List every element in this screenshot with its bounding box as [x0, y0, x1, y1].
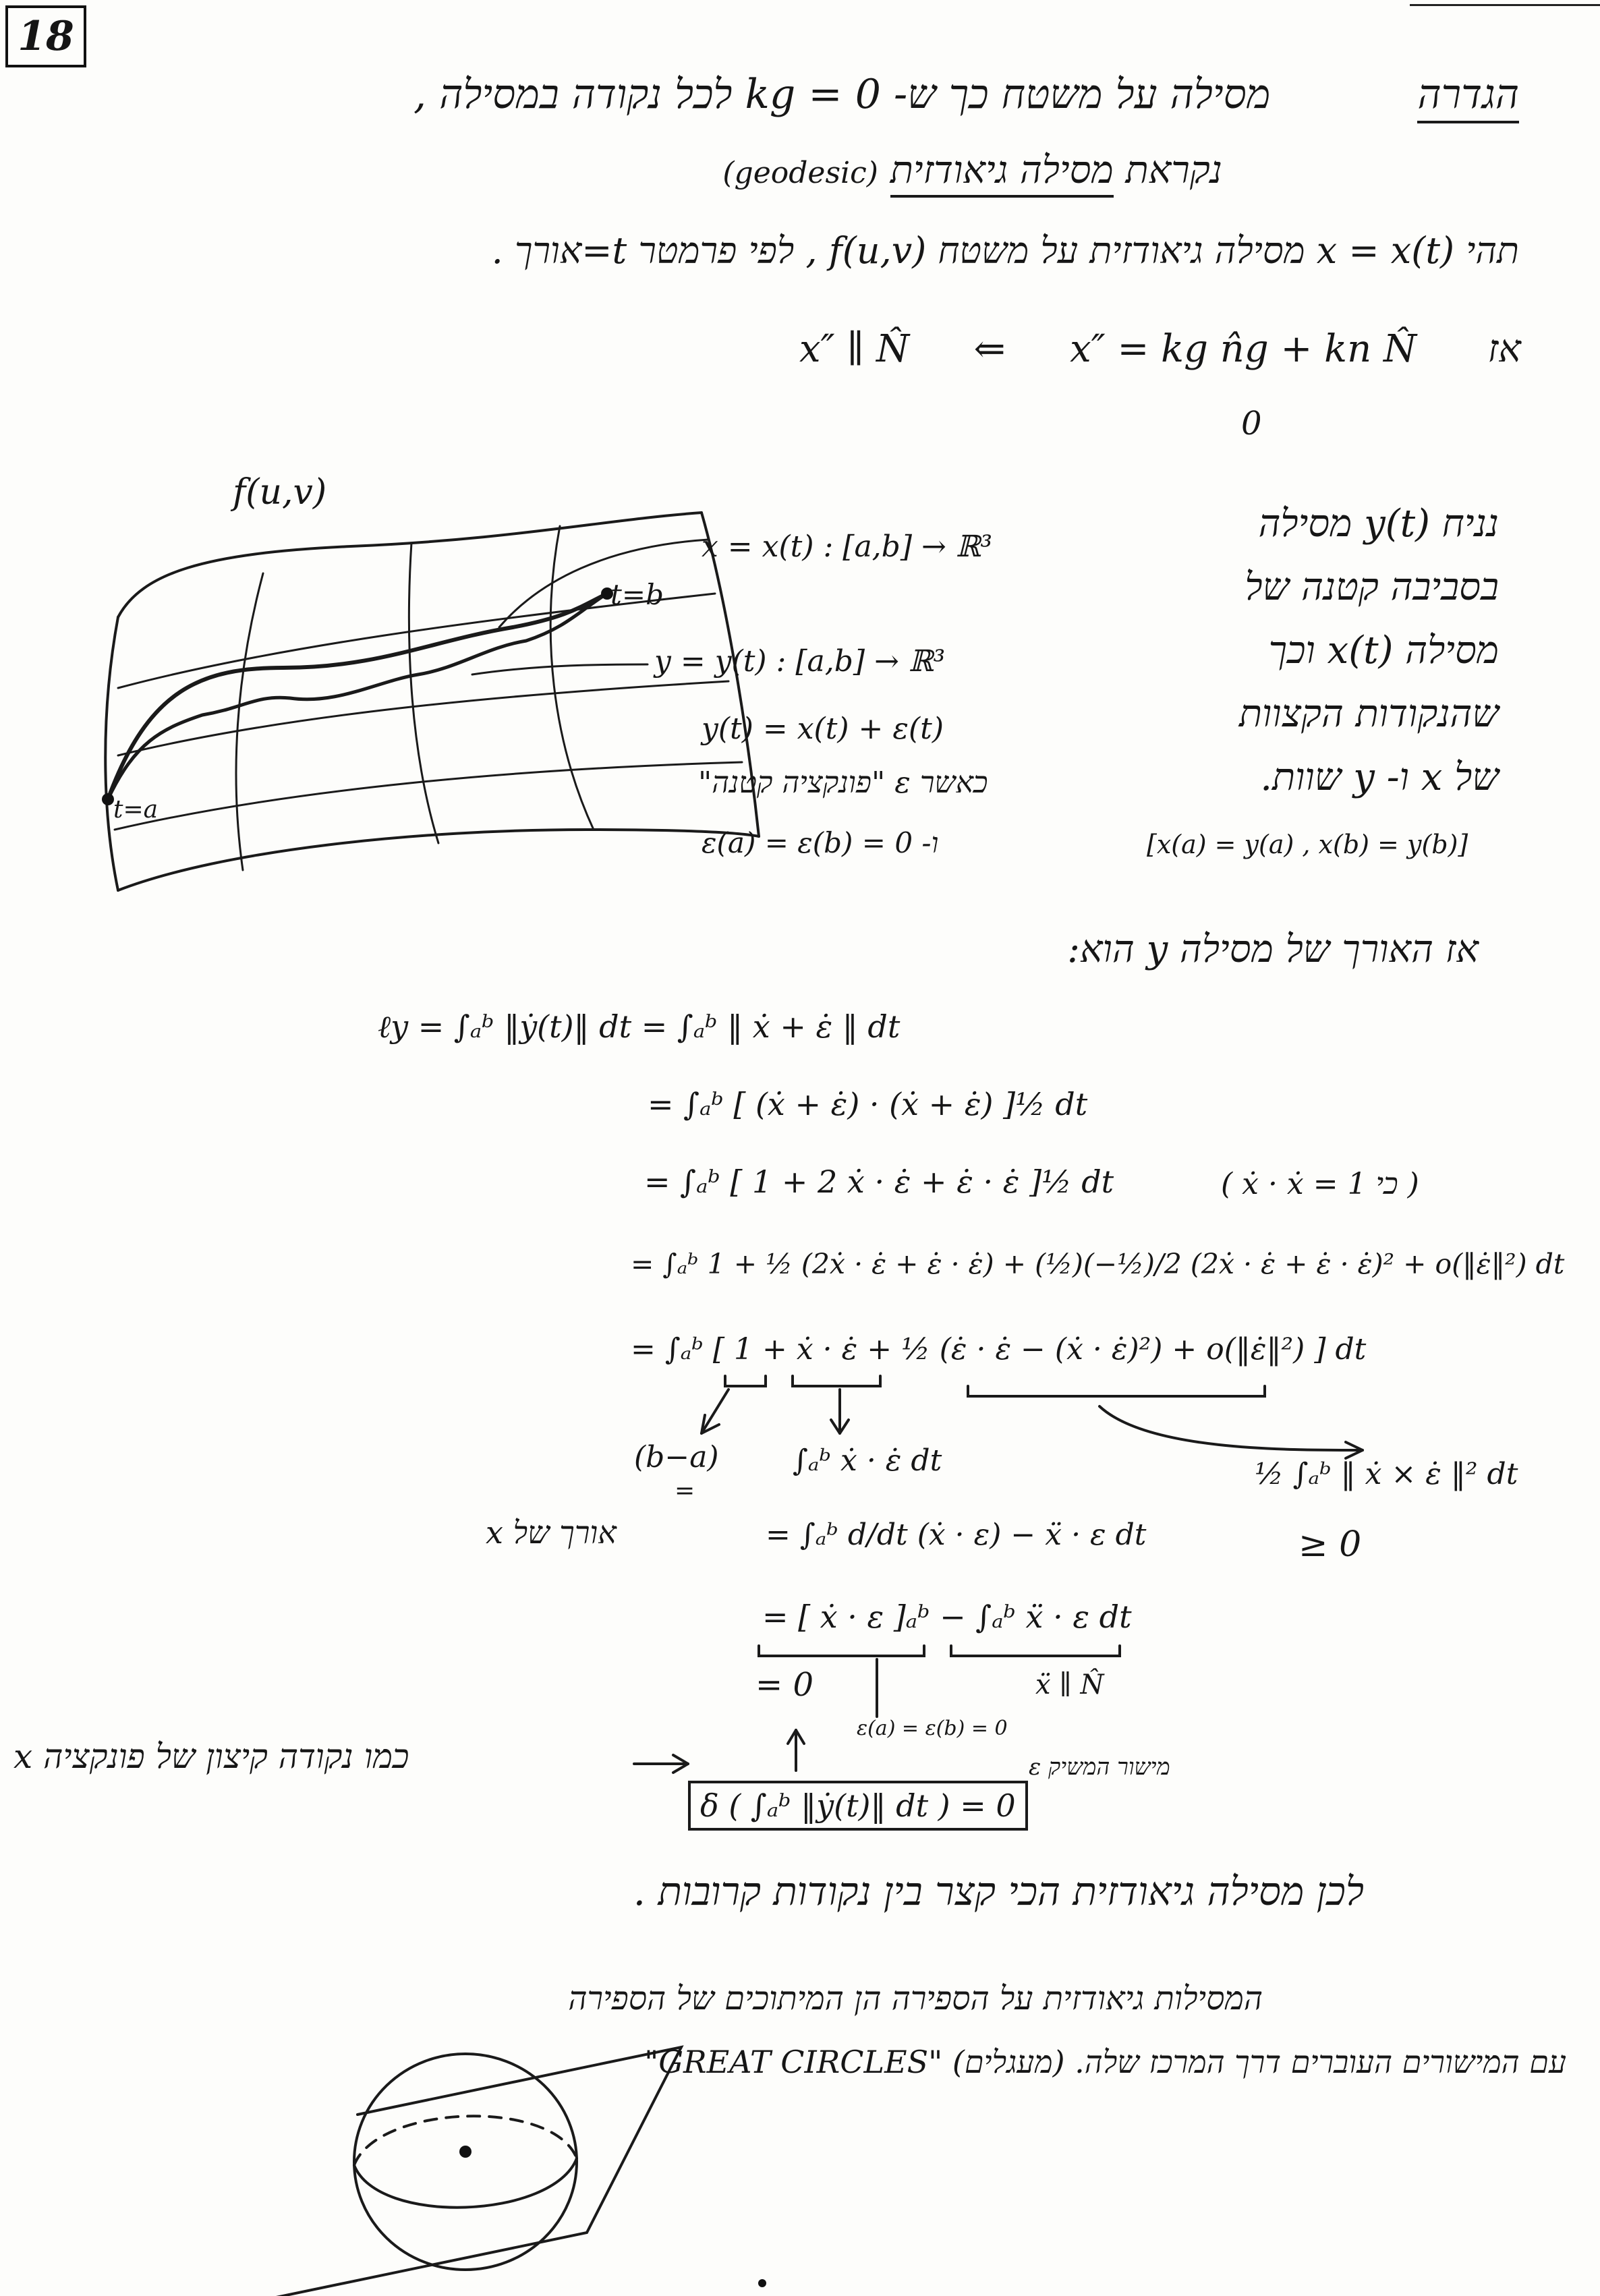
- sphere-text-1: המסילות גיאודזית על הספירה הן המיתוכים של הספירה: [568, 1980, 1263, 2017]
- bracket-half: [968, 1386, 1265, 1396]
- length-intro: אז האורך של מסילה y הוא:: [1067, 927, 1479, 971]
- side-note-line: של x ו- y שוות.: [1260, 755, 1499, 799]
- curve-x: [108, 594, 607, 799]
- definition-text: מסילה על משטח כך ש- kg = 0 לכל נקודה במסילה ,: [413, 71, 1271, 118]
- middle-step-3: = 0: [755, 1666, 814, 1704]
- label-perturb: y(t) = x(t) + ε(t): [702, 712, 944, 746]
- side-note-line: בסביבה קטנה של: [1245, 565, 1499, 609]
- grid-line: [118, 681, 728, 755]
- page-number: 18: [5, 5, 86, 67]
- point-t-a: [102, 793, 114, 805]
- side-note: [1239, 492, 1499, 809]
- surface-left-edge: [105, 617, 118, 890]
- note-eps-zero: ε(a) = ε(b) = 0: [857, 1717, 1008, 1740]
- side-note-line: שהנקודות הקצוות: [1238, 692, 1499, 736]
- brace-bracket-term: [759, 1646, 924, 1656]
- great-circle-front: [354, 2158, 577, 2208]
- then-result: x″ ∥ N̂: [799, 327, 909, 371]
- surface-outline-bottom: [118, 830, 759, 890]
- derivation-line-3: = ∫ₐᵇ [ 1 + 2 ẋ · ε̇ + ε̇ · ε̇ ]½ dt: [644, 1164, 1114, 1200]
- derivation-line-2: = ∫ₐᵇ [ (ẋ + ε̇) · (ẋ + ε̇) ]½ dt: [648, 1086, 1088, 1122]
- conclusion: לכן מסילה גיאודזית הכי קצר בין נקודות קרובות .: [633, 1868, 1364, 1914]
- arrow-to-right: [1099, 1406, 1363, 1450]
- label-small-func: כאשר ε "פונקציה קטנה": [698, 766, 988, 800]
- grid-line: [409, 543, 438, 843]
- branch-left-eq: =: [675, 1477, 695, 1505]
- leader-y: [472, 664, 648, 675]
- label-surface: f(u,v): [233, 472, 327, 513]
- definition-label: הגדרה: [1417, 71, 1519, 123]
- definition-term: מסילה גיאודזית: [890, 148, 1114, 198]
- side-note-line: מסילה x(t) וכך: [1268, 629, 1499, 672]
- note-xdd-parallel: ẍ ∥ N̂: [1035, 1669, 1104, 1700]
- definition-english: (geodesic): [722, 156, 878, 190]
- grid-line: [115, 762, 742, 830]
- sphere: [354, 2054, 577, 2270]
- derivation-line-5: = ∫ₐᵇ [ 1 + ẋ · ε̇ + ½ (ε̇ · ε̇ − (ẋ · ε̇)²) + o(‖ε̇‖²) ] dt: [631, 1332, 1367, 1367]
- then-eq: x″ = kg n̂g + kn N̂: [1070, 327, 1417, 371]
- bracket-xe: [793, 1376, 880, 1386]
- derivation-line-1: ℓy = ∫ₐᵇ ‖ẏ(t)‖ dt = ∫ₐᵇ ‖ ẋ + ε̇ ‖ dt: [378, 1008, 901, 1045]
- let-line: תהי x = x(t) מסילה גיאודזית על משטח f(u,v) , לפי פרמטר t=אורך .: [491, 229, 1519, 272]
- grid-line: [236, 573, 263, 870]
- leader-x: [499, 540, 708, 627]
- sphere-text-2: עם המישורים העוברים דרך המרכז שלה. (מעגלים) "GREAT CIRCLES": [644, 2044, 1566, 2080]
- because-note: ( ẋ · ẋ = 1 כי ): [1221, 1167, 1419, 1201]
- boxed-variation: δ ( ∫ₐᵇ ‖ẏ(t)‖ dt ) = 0: [688, 1781, 1028, 1831]
- sphere-center: [459, 2146, 472, 2158]
- note-tangent-plane: מישור המשיק ε: [1029, 1754, 1170, 1781]
- label-curve-y: y = y(t) : [a,b] → ℝ³: [654, 644, 946, 679]
- then-prefix: אז: [1487, 327, 1521, 371]
- branch-right-ineq: ≥ 0: [1298, 1524, 1362, 1565]
- branch-middle: ∫ₐᵇ ẋ · ε̇ dt: [793, 1443, 942, 1478]
- label-t-b: t=b: [610, 578, 664, 611]
- branch-left: (b−a): [634, 1440, 719, 1474]
- derivation-line-4: = ∫ₐᵇ 1 + ½ (2ẋ · ε̇ + ε̇ · ε̇) + (½)(−½)/2 (2ẋ · ε̇ + ε̇ · ε̇)² + o(‖ε̇‖²) dt: [631, 1248, 1565, 1280]
- side-note-bracket: [x(a) = y(a) , x(b) = y(b)]: [1147, 830, 1468, 859]
- great-circle-back: [354, 2116, 577, 2165]
- branch-right: ½ ∫ₐᵇ ‖ ẋ × ε̇ ‖² dt: [1255, 1457, 1518, 1491]
- label-curve-x: x = x(t) : [a,b] → ℝ³: [702, 529, 993, 564]
- definition-prefix: נקראת: [1125, 148, 1222, 192]
- brace-integral-term: [951, 1646, 1120, 1656]
- plane: [263, 2047, 681, 2296]
- middle-step-1: = ∫ₐᵇ d/dt (ẋ · ε) − ẍ · ε dt: [766, 1518, 1147, 1552]
- branch-left-label: אורך של x: [486, 1514, 617, 1551]
- label-endpoints: ו- ε(a) = ε(b) = 0: [702, 826, 939, 859]
- middle-step-2: = [ ẋ · ε ]ₐᵇ − ∫ₐᵇ ẍ · ε dt: [762, 1599, 1132, 1635]
- side-note-line: נניח y(t) מסילה: [1258, 502, 1499, 546]
- bracket-one: [725, 1376, 766, 1386]
- label-t-a: t=a: [113, 796, 159, 824]
- stray-dot: [758, 2279, 766, 2287]
- zero-under-kg: 0: [1241, 405, 1262, 442]
- implies-arrow: ⇐: [973, 327, 1006, 371]
- critical-point-note: x כמו נקודה קיצון של פונקציה: [13, 1737, 409, 1776]
